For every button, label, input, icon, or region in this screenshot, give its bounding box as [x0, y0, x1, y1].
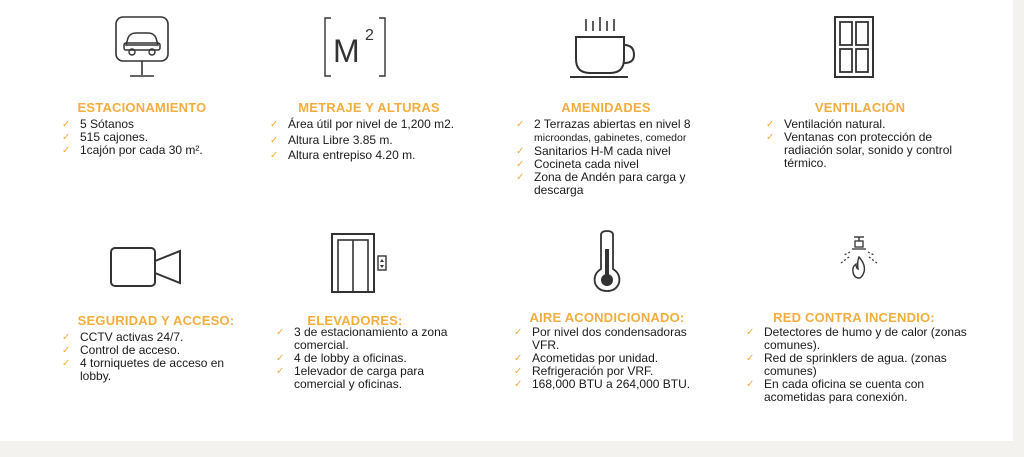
feature-items	[762, 118, 972, 170]
check-icon: ✓	[62, 332, 71, 343]
check-icon: ✓	[62, 358, 71, 369]
list-item: ✓ 5 Sótanos	[62, 117, 135, 131]
list-item: ✓ 168,000 BTU a 264,000 BTU.	[514, 377, 691, 391]
feature-title: VENTILACIÓN	[814, 100, 906, 115]
parking-sign-icon	[114, 15, 170, 81]
feature-items	[742, 326, 972, 404]
check-icon: ✓	[514, 327, 523, 338]
list-item: ✓ En cada oficina se cuenta con acometidas para conexión.	[746, 377, 925, 404]
list-item: ✓ CCTV activas 24/7.	[62, 330, 184, 344]
check-icon: ✓	[270, 150, 279, 161]
list-item: ✓ Zona de Andén para carga y descarga	[516, 170, 686, 197]
svg-text:M: M	[333, 33, 360, 69]
check-icon: ✓	[62, 132, 71, 143]
check-icon: ✓	[516, 172, 525, 183]
svg-text:2: 2	[365, 27, 374, 44]
list-item: ✓ 2 Terrazas abiertas en nivel 8	[516, 117, 691, 131]
list-item: ✓ Ventanas con protección de radiación solar, sonido y control térmico.	[766, 130, 953, 170]
list-item: ✓ Control de acceso.	[62, 343, 181, 357]
list-item: ✓ 1elevador de carga para comercial y oficinas.	[276, 364, 425, 391]
list-item: ✓ Red de sprinklers de agua. (zonas comunes)	[746, 351, 947, 378]
fire-sprinkler-icon	[836, 235, 882, 281]
check-icon: ✓	[62, 145, 71, 156]
check-icon: ✓	[514, 379, 523, 390]
square-meters-icon	[323, 16, 387, 78]
video-camera-icon	[108, 243, 184, 291]
feature-title: RED CONTRA INCENDIO:	[773, 310, 935, 325]
check-icon: ✓	[516, 146, 525, 157]
check-icon: ✓	[516, 159, 525, 170]
elevator-icon	[330, 232, 390, 294]
list-item: ✓ Ventilación natural.	[766, 117, 886, 131]
feature-title: ELEVADORES:	[307, 313, 403, 328]
list-item: ✓ Área útil por nivel de 1,200 m2.	[270, 117, 455, 131]
check-icon: ✓	[276, 327, 285, 338]
feature-title: AIRE ACONDICIONADO:	[529, 310, 685, 325]
feature-items	[266, 118, 466, 162]
list-item: microondas, gabinetes, comedor	[534, 132, 687, 144]
feature-title: ESTACIONAMIENTO	[77, 100, 207, 115]
list-item: ✓ 4 de lobby a oficinas.	[276, 351, 407, 365]
list-item: ✓ 4 torniquetes de acceso en lobby.	[62, 356, 225, 383]
feature-items	[58, 118, 218, 157]
list-item: ✓ Cocineta cada nivel	[516, 157, 639, 171]
check-icon: ✓	[270, 135, 279, 146]
check-icon: ✓	[276, 353, 285, 364]
check-icon: ✓	[766, 132, 775, 143]
feature-title: SEGURIDAD Y ACCESO:	[77, 313, 235, 328]
list-item: ✓ Altura entrepiso 4.20 m.	[270, 148, 416, 162]
check-icon: ✓	[276, 366, 285, 377]
list-item: ✓ Por nivel dos condensadoras VFR.	[514, 325, 687, 352]
list-item: ✓ 1cajón por cada 30 m².	[62, 143, 203, 157]
feature-title: AMENIDADES	[561, 100, 651, 115]
check-icon: ✓	[746, 379, 755, 390]
feature-items	[510, 326, 710, 391]
list-item: ✓ 3 de estacionamiento a zona comercial.	[276, 325, 448, 352]
feature-items	[58, 331, 248, 383]
feature-items	[272, 326, 468, 391]
check-icon: ✓	[270, 119, 279, 130]
check-icon: ✓	[746, 327, 755, 338]
check-icon: ✓	[766, 119, 775, 130]
list-item: ✓ Acometidas por unidad.	[514, 351, 659, 365]
check-icon: ✓	[514, 366, 523, 377]
check-icon: ✓	[516, 119, 525, 130]
thermometer-icon	[590, 229, 624, 293]
coffee-cup-icon	[568, 15, 636, 81]
check-icon: ✓	[62, 119, 71, 130]
check-icon: ✓	[514, 353, 523, 364]
check-icon: ✓	[746, 353, 755, 364]
feature-items	[512, 118, 722, 197]
list-item: ✓ Detectores de humo y de calor (zonas comunes).	[746, 325, 967, 352]
list-item: ✓ Altura Libre 3.85 m.	[270, 133, 393, 147]
feature-title: METRAJE Y ALTURAS	[298, 100, 440, 115]
list-item: ✓ Sanitarios H-M cada nivel	[516, 144, 671, 158]
list-item: ✓ 515 cajones.	[62, 130, 149, 144]
window-icon	[833, 15, 875, 79]
list-item: ✓ Refrigeración por VRF.	[514, 364, 654, 378]
check-icon: ✓	[62, 345, 71, 356]
